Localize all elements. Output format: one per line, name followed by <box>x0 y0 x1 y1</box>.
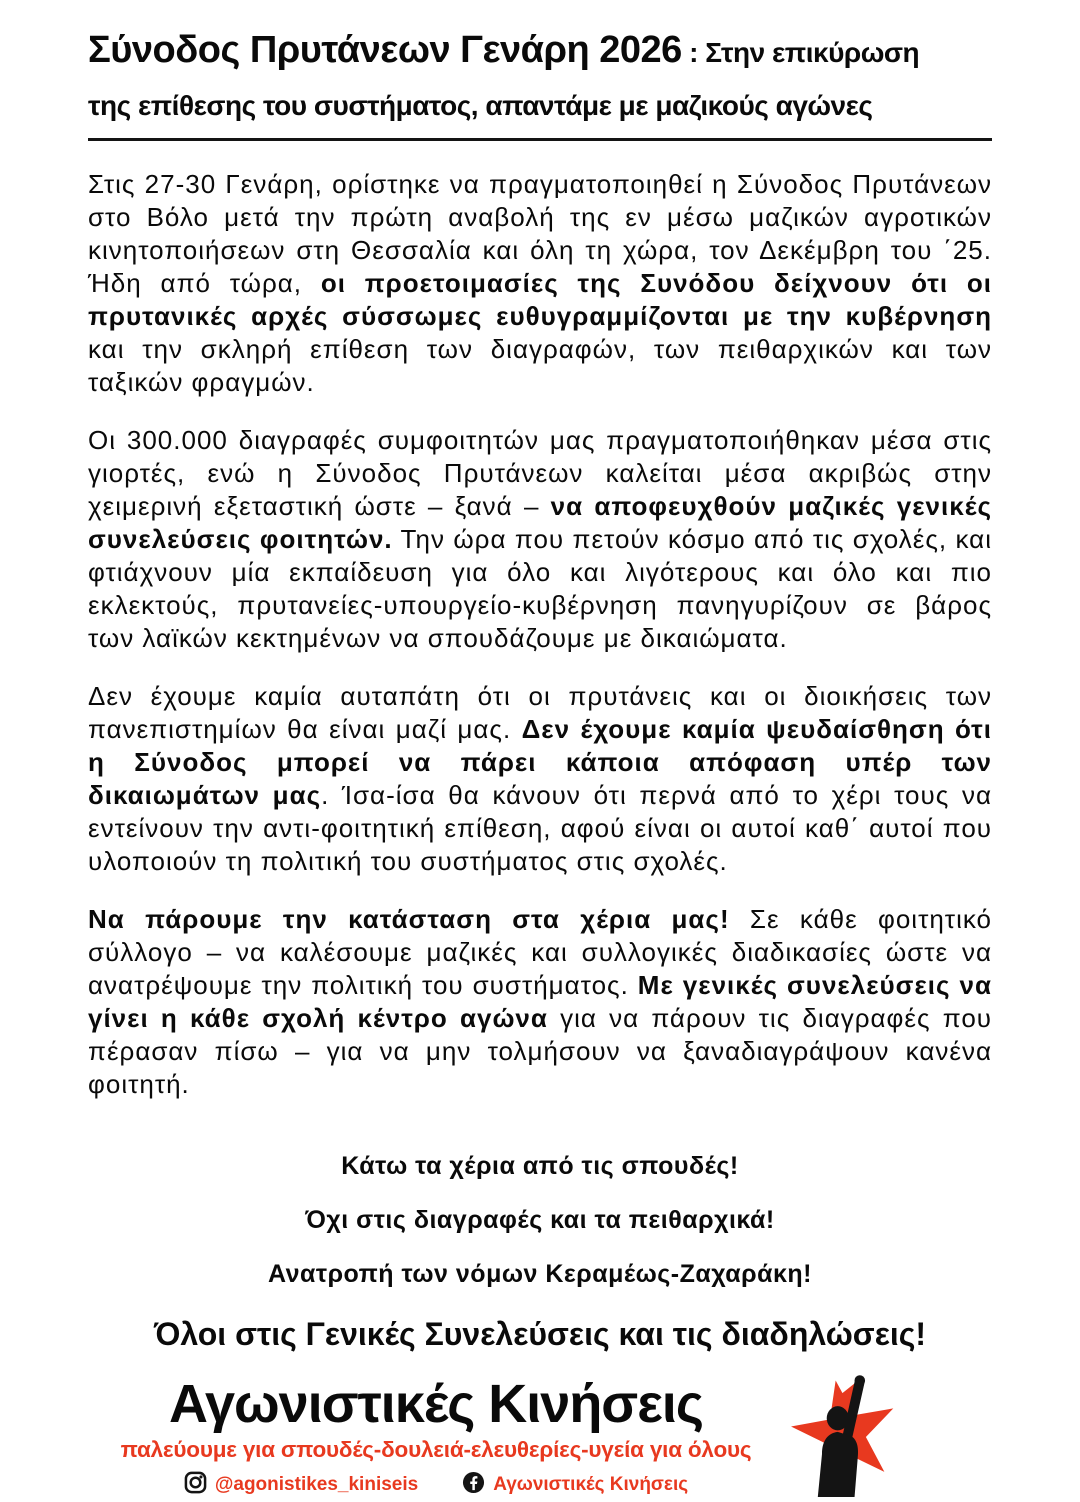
org-tagline: παλεύουμε για σπουδές-δουλειά-ελευθερίες-υγεία για όλους <box>120 1436 752 1462</box>
body-paragraph: Να πάρουμε την κατάσταση στα χέρια μας! Σε κάθε φοιτητικό σύλλογο – να καλέσουμε μαζικές και συλλογικές διαδικασίες ώστε να ανατρέψουμε την πολιτική του συστήματος. Με γενικές συνελεύσεις να γίνει η κάθε σχολή κέντρο αγώνα για να πάρουν τις διαγραφές που πέρασαν πίσω – για να μην τολμήσουν να ξαναδιαγράψουν κανένα φοιτητή. <box>88 904 992 1099</box>
page-title-line1 <box>88 24 992 84</box>
org-name: Αγωνιστικές Κινήσεις <box>169 1373 703 1434</box>
instagram-icon <box>184 1471 207 1499</box>
org-logo <box>757 1371 929 1502</box>
body-paragraph: Δεν έχουμε καμία αυταπάτη ότι οι πρυτάνεις και οι διοικήσεις των πανεπιστημίων θα είναι μαζί μας. Δεν έχουμε καμία ψευδαίσθηση ότι η Σύνοδος μπορεί να πάρει κάποια απόφαση υπέρ των δικαιωμάτων μας. Ίσα-ίσα θα κάνουν ότι περνά από το χέρι τους να εντείνουν την αντι-φοιτητική επίθεση, αφού είναι οι αυτοί καθ΄ αυτοί που υλοποιούν τη πολιτική του συστήματος στις σχολές. <box>88 681 993 876</box>
org-footer <box>88 1371 992 1502</box>
page-title-line2: της επίθεσης του συστήματος, απαντάμε με μαζικούς αγώνες <box>88 90 873 121</box>
raised-fist-logo-icon <box>757 1371 929 1497</box>
body-paragraph: Οι 300.000 διαγραφές συμφοιτητών μας πραγματοποιήθηκαν μέσα στις γιορτές, ενώ η Σύνοδος Πρυτάνεων καλείται μέσα ακριβώς στην χειμερινή εξεταστική ώστε – ξανά – να αποφευχθούν μαζικές γενικές συνελεύσεις φοιτητών. Την ώρα που πετούν κόσμο από τις σχολές, και φτιάχνουν μία εκπαίδευση για όλο και λιγότερους και όλο και πιο εκλεκτούς, πρυτανείες-υπουργείο-κυβέρνηση πανηγυρίζουν σε βάρος των λαϊκών κεκτημένων να σπουδάζουμε με δικαιώματα. <box>88 425 992 653</box>
instagram-label: @agonistikes_kiniseis <box>214 1473 419 1495</box>
instagram-handle <box>184 1471 418 1499</box>
slogan-block <box>88 1101 992 1352</box>
facebook-label: Αγωνιστικές Κινήσεις <box>493 1473 689 1495</box>
slogan-1: Κάτω τα χέρια από τις σπουδές! <box>341 1152 739 1180</box>
slogan-4: Όλοι στις Γενικές Συνελεύσεις και τις διαδηλώσεις! <box>153 1316 927 1352</box>
facebook-handle <box>462 1471 688 1499</box>
title-divider <box>88 138 992 141</box>
body-paragraph: Στις 27-30 Γενάρη, ορίστηκε να πραγματοποιηθεί η Σύνοδος Πρυτάνεων στο Βόλο μετά την πρώτη αναβολή της εν μέσω μαζικών αγροτικών κινητοποιήσεων στη Θεσσαλία και όλη τη χώρα, τον Δεκέμβρη του ΄25. Ήδη από τώρα, οι προετοιμασίες της Συνόδου δείχνουν ότι οι πρυτανικές αρχές σύσσωμες ευθυγραμμίζονται με την κυβέρνηση και την σκληρή επίθεση των διαγραφών, των πειθαρχικών και των ταξικών φραγμών. <box>88 169 992 397</box>
flyer-header <box>88 24 992 141</box>
page-title-main: Σύνοδος Πρυτάνεων Γενάρη 2026 <box>88 29 682 71</box>
social-row <box>121 1471 752 1499</box>
page-title-suffix: : Στην επικύρωση <box>681 37 920 68</box>
org-text-block <box>121 1375 752 1499</box>
slogan-2: Όχι στις διαγραφές και τα πειθαρχικά! <box>305 1206 775 1234</box>
slogan-3: Ανατροπή των νόμων Κεραμέως-Ζαχαράκη! <box>268 1260 812 1288</box>
facebook-icon <box>462 1471 485 1499</box>
body-text <box>88 143 992 1101</box>
